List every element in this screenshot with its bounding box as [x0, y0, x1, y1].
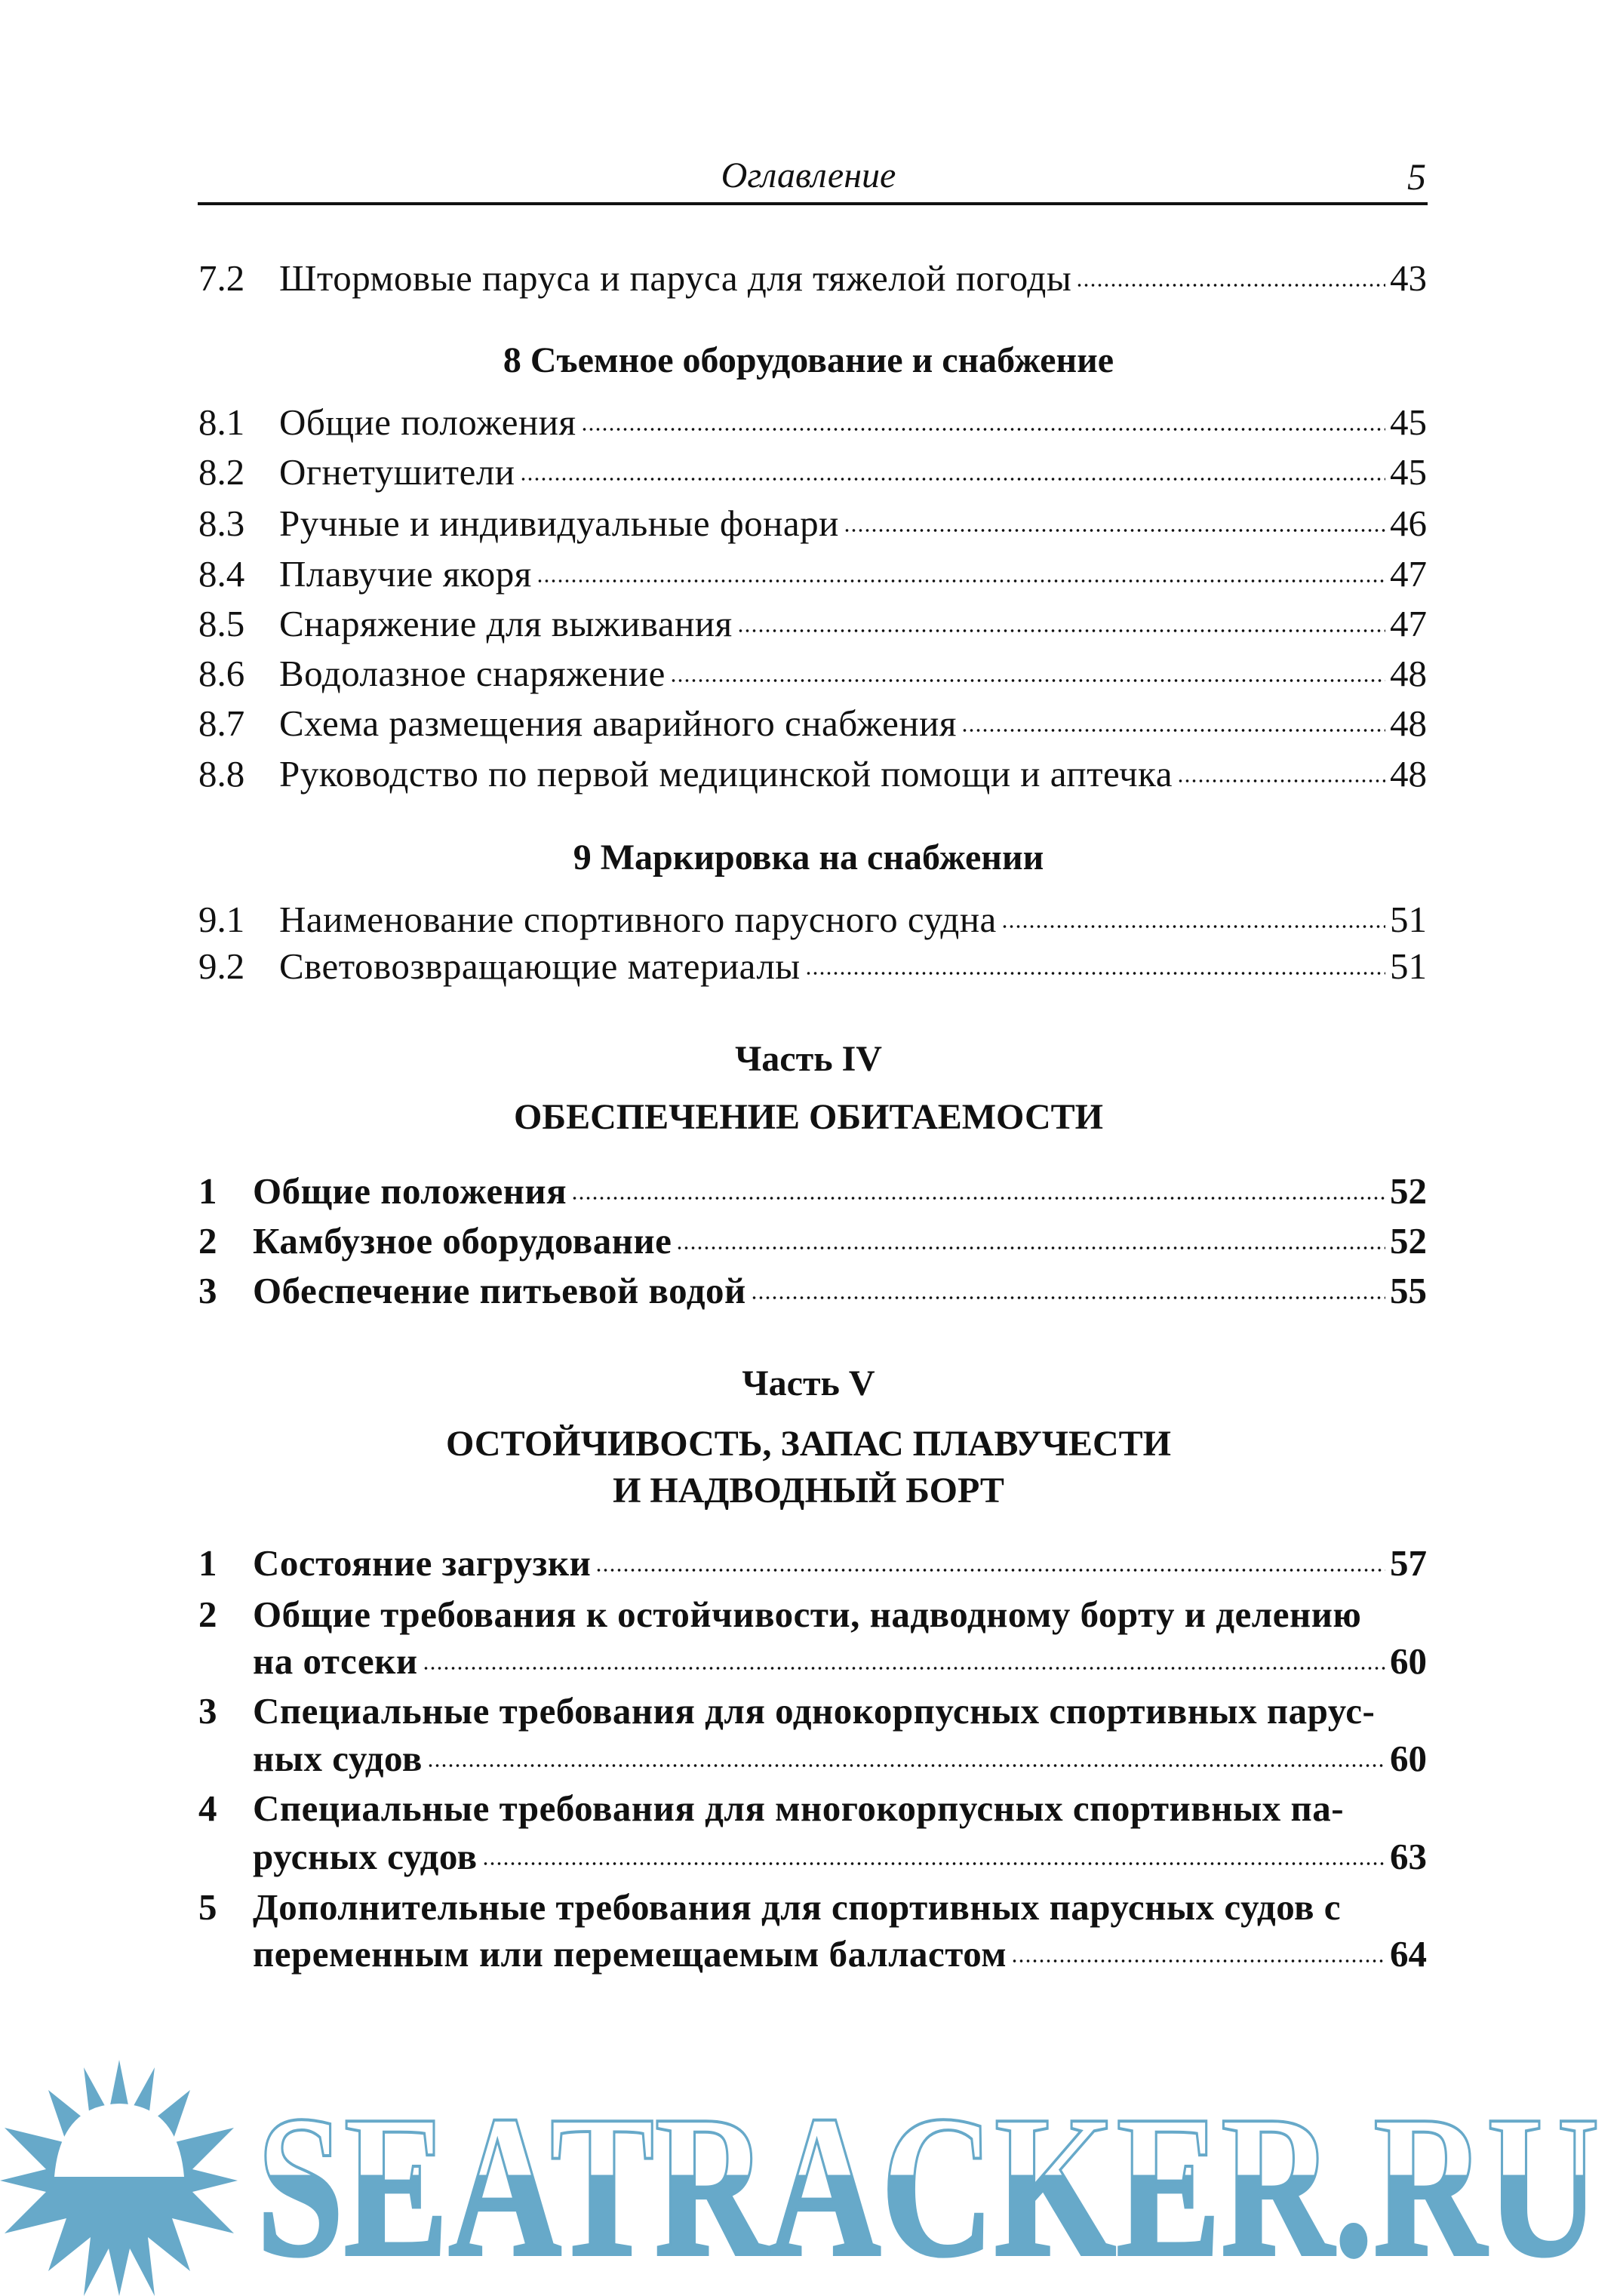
entry-title: Специальные требования для однокорпусных спортивных парус- [253, 1690, 1376, 1732]
dot-leader [670, 677, 1385, 684]
dot-leader [1001, 923, 1385, 930]
toc-entry [198, 1168, 1427, 1215]
toc-entry [198, 1218, 1427, 1265]
section-heading: И НАДВОДНЫЙ БОРТ [613, 1471, 1004, 1511]
dot-leader [536, 577, 1385, 585]
entry-title: Плавучие якоря [279, 553, 532, 595]
toc-entry [198, 500, 1427, 547]
entry-number: 8.8 [198, 753, 245, 795]
entry-page: 43 [1390, 257, 1427, 299]
entry-title: Наименование спортивного парусного судна [279, 899, 997, 940]
section-heading: Часть IV [735, 1039, 882, 1079]
toc-entry [198, 751, 1427, 798]
entry-page: 47 [1390, 603, 1427, 644]
entry-number: 8.1 [198, 401, 245, 443]
toc-entry [198, 1735, 1427, 1782]
entry-title: Камбузное оборудование [253, 1220, 672, 1262]
seatracker-watermark [0, 2060, 1617, 2296]
dot-leader [737, 627, 1385, 635]
entry-number: 8.4 [198, 553, 245, 595]
entry-page: 48 [1390, 702, 1427, 744]
section-heading: 9 Маркировка на снабжении [573, 838, 1044, 878]
entry-number: 3 [198, 1690, 217, 1732]
entry-page: 51 [1390, 945, 1427, 987]
entry-number: 8.6 [198, 653, 245, 694]
toc-entry [198, 1540, 1427, 1587]
toc-entry [198, 1931, 1427, 1978]
entry-number: 8.7 [198, 702, 245, 744]
dot-leader [595, 1566, 1385, 1574]
entry-page: 63 [1390, 1836, 1427, 1877]
entry-number: 3 [198, 1270, 217, 1311]
entry-number: 9.1 [198, 899, 245, 940]
entry-page: 55 [1390, 1270, 1427, 1311]
entry-page: 48 [1390, 753, 1427, 795]
entry-page: 47 [1390, 553, 1427, 595]
toc-entry [198, 896, 1427, 943]
dot-leader [520, 475, 1385, 483]
toc-entry [198, 1884, 1427, 1931]
entry-title: Обеспечение питьевой водой [253, 1270, 746, 1311]
entry-number: 1 [198, 1170, 217, 1212]
entry-page: 46 [1390, 503, 1427, 544]
dot-leader [961, 727, 1385, 734]
toc-entry [198, 449, 1427, 496]
dot-leader [844, 527, 1385, 534]
entry-page: 60 [1390, 1640, 1427, 1682]
dot-leader [805, 970, 1385, 977]
entry-title: Огнетушители [279, 451, 515, 493]
entry-number: 1 [198, 1542, 217, 1584]
entry-page: 45 [1390, 451, 1427, 493]
header-rule [198, 202, 1428, 205]
entry-title: Общие положения [279, 401, 576, 443]
toc-entry [198, 943, 1427, 990]
page-number: 5 [1407, 155, 1426, 198]
entry-page: 45 [1390, 401, 1427, 443]
entry-title: Состояние загрузки [253, 1542, 592, 1584]
entry-page: 57 [1390, 1542, 1427, 1584]
dot-leader [427, 1762, 1385, 1769]
section-heading: ОСТОЙЧИВОСТЬ, ЗАПАС ПЛАВУЧЕСТИ [445, 1424, 1171, 1464]
entry-title: ных судов [253, 1738, 423, 1779]
entry-number: 7.2 [198, 257, 245, 299]
toc-entry [198, 1688, 1427, 1735]
entry-number: 5 [198, 1886, 217, 1928]
entry-title: Штормовые паруса и паруса для тяжелой погоды [279, 257, 1072, 299]
section-heading: Часть V [742, 1363, 875, 1403]
entry-page: 60 [1390, 1738, 1427, 1779]
entry-title: Специальные требования для многокорпусных спортивных па- [253, 1787, 1345, 1829]
toc-entry [198, 1785, 1427, 1832]
toc-entry [198, 1638, 1427, 1685]
entry-title: Световозвращающие материалы [279, 945, 801, 987]
dot-leader [1177, 777, 1385, 785]
toc-entry [198, 650, 1427, 697]
entry-title: Водолазное снаряжение [279, 653, 666, 694]
toc-entry [198, 601, 1427, 647]
entry-number: 9.2 [198, 945, 245, 987]
entry-page: 52 [1390, 1220, 1427, 1262]
toc-entry [198, 399, 1427, 446]
entry-number: 2 [198, 1594, 217, 1635]
dot-leader [751, 1294, 1385, 1302]
toc-entry [198, 1591, 1427, 1638]
entry-number: 2 [198, 1220, 217, 1262]
dot-leader [1011, 1957, 1385, 1965]
sun-icon [0, 2060, 238, 2296]
entry-title: Снаряжение для выживания [279, 603, 733, 644]
toc-entry [198, 1833, 1427, 1880]
entry-number: 8.5 [198, 603, 245, 644]
entry-title: переменным или перемещаемым балластом [253, 1933, 1007, 1975]
entry-title: на отсеки [253, 1640, 418, 1682]
entry-title: Руководство по первой медицинской помощи и аптечка [279, 753, 1173, 795]
entry-title: Общие положения [253, 1170, 567, 1212]
dot-leader [571, 1194, 1385, 1202]
entry-number: 8.2 [198, 451, 245, 493]
toc-entry [198, 255, 1427, 302]
dot-leader [1076, 281, 1385, 289]
toc-entry [198, 1268, 1427, 1314]
entry-page: 64 [1390, 1933, 1427, 1975]
toc-entry [198, 700, 1427, 747]
entry-number: 4 [198, 1787, 217, 1829]
entry-page: 52 [1390, 1170, 1427, 1212]
section-heading: 8 Съемное оборудование и снабжение [503, 340, 1114, 380]
dot-leader [676, 1244, 1385, 1252]
entry-page: 51 [1390, 899, 1427, 940]
dot-leader [581, 426, 1385, 433]
entry-title: Общие требования к остойчивости, надводному борту и делению [253, 1594, 1362, 1635]
entry-title: Дополнительные требования для спортивных парусных судов с [253, 1886, 1341, 1928]
dot-leader [482, 1860, 1385, 1867]
entry-title: русных судов [253, 1836, 478, 1877]
entry-number: 8.3 [198, 503, 245, 544]
entry-title: Схема размещения аварийного снабжения [279, 702, 957, 744]
watermark-text: SEATRACKER.RU [257, 2073, 1600, 2296]
entry-page: 48 [1390, 653, 1427, 694]
toc-entry [198, 551, 1427, 598]
running-header-title: Оглавление [721, 155, 896, 195]
entry-title: Ручные и индивидуальные фонари [279, 503, 839, 544]
dot-leader [423, 1664, 1385, 1672]
section-heading: ОБЕСПЕЧЕНИЕ ОБИТАЕМОСТИ [514, 1097, 1103, 1137]
